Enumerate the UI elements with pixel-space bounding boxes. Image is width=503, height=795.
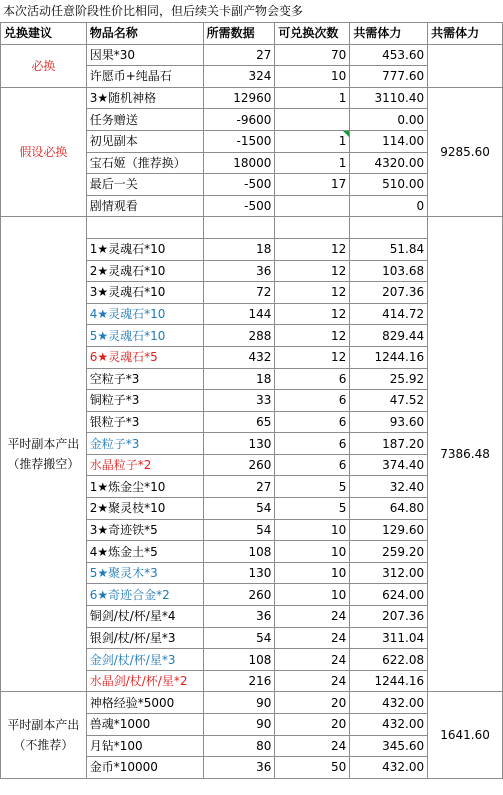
item-cell[interactable]: 4★灵魂石*10 — [86, 303, 203, 325]
group-total-assumed-must-exchange[interactable]: 9285.60 — [428, 87, 503, 217]
stamina-cell[interactable]: 207.36 — [350, 606, 428, 628]
item-cell[interactable]: 兽魂*1000 — [86, 714, 203, 736]
times-cell[interactable]: 1 — [275, 87, 350, 109]
cost-cell[interactable]: 288 — [203, 325, 275, 347]
item-cell[interactable]: 金粒子*3 — [86, 433, 203, 455]
cost-cell[interactable]: 27 — [203, 44, 275, 66]
stamina-cell[interactable]: 114.00 — [350, 130, 428, 152]
cost-cell[interactable]: 54 — [203, 498, 275, 520]
stamina-cell[interactable]: 64.80 — [350, 498, 428, 520]
stamina-cell[interactable]: 25.92 — [350, 368, 428, 390]
times-cell[interactable]: 12 — [275, 260, 350, 282]
cost-cell[interactable]: -1500 — [203, 130, 275, 152]
item-cell[interactable]: 2★聚灵枝*10 — [86, 498, 203, 520]
cost-cell[interactable]: 18000 — [203, 152, 275, 174]
item-cell[interactable]: 3★奇迹铁*5 — [86, 519, 203, 541]
stamina-cell[interactable]: 345.60 — [350, 735, 428, 757]
item-cell[interactable]: 神格经验*5000 — [86, 692, 203, 714]
stamina-cell[interactable]: 777.60 — [350, 66, 428, 88]
times-cell[interactable]: 24 — [275, 670, 350, 692]
stamina-cell[interactable]: 1244.16 — [350, 670, 428, 692]
times-cell[interactable]: 1 — [275, 152, 350, 174]
cost-cell[interactable] — [203, 217, 275, 239]
stamina-cell[interactable]: 510.00 — [350, 174, 428, 196]
stamina-cell[interactable]: 829.44 — [350, 325, 428, 347]
times-cell[interactable]: 24 — [275, 606, 350, 628]
stamina-cell[interactable]: 93.60 — [350, 411, 428, 433]
times-cell[interactable]: 20 — [275, 692, 350, 714]
stamina-cell[interactable]: 207.36 — [350, 282, 428, 304]
cost-cell[interactable]: 65 — [203, 411, 275, 433]
item-cell[interactable]: 2★灵魂石*10 — [86, 260, 203, 282]
times-cell[interactable]: 12 — [275, 325, 350, 347]
stamina-cell[interactable]: 4320.00 — [350, 152, 428, 174]
times-cell[interactable]: 5 — [275, 498, 350, 520]
item-cell[interactable]: 许愿币+纯晶石 — [86, 66, 203, 88]
group-total-regular-not-recommended[interactable]: 1641.60 — [428, 692, 503, 778]
stamina-cell[interactable]: 1244.16 — [350, 346, 428, 368]
item-cell[interactable]: 6★奇迹合金*2 — [86, 584, 203, 606]
header-total[interactable]: 共需体力 — [428, 23, 503, 45]
stamina-cell[interactable]: 312.00 — [350, 562, 428, 584]
stamina-cell[interactable]: 129.60 — [350, 519, 428, 541]
cost-cell[interactable]: 54 — [203, 519, 275, 541]
header-row — [1, 23, 503, 45]
times-cell[interactable]: 6 — [275, 454, 350, 476]
stamina-cell[interactable]: 374.40 — [350, 454, 428, 476]
header-cost[interactable]: 所需数据 — [203, 23, 275, 45]
times-cell[interactable]: 12 — [275, 303, 350, 325]
times-cell[interactable]: 10 — [275, 584, 350, 606]
times-cell[interactable]: 10 — [275, 541, 350, 563]
times-cell[interactable]: 12 — [275, 238, 350, 260]
times-cell[interactable]: 12 — [275, 282, 350, 304]
stamina-cell[interactable]: 0 — [350, 195, 428, 217]
times-cell[interactable]: 6 — [275, 390, 350, 412]
stamina-cell[interactable]: 47.52 — [350, 390, 428, 412]
header-times[interactable]: 可兑换次数 — [275, 23, 350, 45]
header-advice[interactable]: 兑换建议 — [1, 23, 87, 45]
item-cell[interactable]: 任务赠送 — [86, 109, 203, 131]
cost-cell[interactable]: 12960 — [203, 87, 275, 109]
stamina-cell[interactable]: 432.00 — [350, 757, 428, 779]
times-cell[interactable]: 50 — [275, 757, 350, 779]
exchange-table — [0, 22, 503, 779]
table-row — [1, 692, 503, 714]
stamina-cell[interactable]: 624.00 — [350, 584, 428, 606]
cost-cell[interactable]: 260 — [203, 454, 275, 476]
group-total-regular-recommended[interactable]: 7386.48 — [428, 217, 503, 692]
item-cell[interactable]: 空粒子*3 — [86, 368, 203, 390]
cost-cell[interactable]: 432 — [203, 346, 275, 368]
times-cell[interactable] — [275, 195, 350, 217]
stamina-cell[interactable]: 103.68 — [350, 260, 428, 282]
item-cell[interactable]: 银粒子*3 — [86, 411, 203, 433]
item-cell[interactable]: 银剑/杖/杯/星*3 — [86, 627, 203, 649]
cost-cell[interactable]: 216 — [203, 670, 275, 692]
times-cell[interactable]: 6 — [275, 368, 350, 390]
cost-cell[interactable]: 324 — [203, 66, 275, 88]
cost-cell[interactable]: -9600 — [203, 109, 275, 131]
item-cell[interactable]: 1★灵魂石*10 — [86, 238, 203, 260]
group-label-regular-recommended[interactable]: 平时副本产出（推荐搬空） — [1, 217, 87, 692]
cost-cell[interactable]: 18 — [203, 238, 275, 260]
header-stamina[interactable]: 共需体力 — [350, 23, 428, 45]
group-total-must-exchange[interactable] — [428, 44, 503, 87]
stamina-cell[interactable]: 259.20 — [350, 541, 428, 563]
times-cell[interactable]: 10 — [275, 66, 350, 88]
item-cell[interactable]: 铜粒子*3 — [86, 390, 203, 412]
item-cell[interactable]: 1★炼金尘*10 — [86, 476, 203, 498]
stamina-cell[interactable]: 32.40 — [350, 476, 428, 498]
stamina-cell[interactable] — [350, 217, 428, 239]
times-cell[interactable]: 10 — [275, 519, 350, 541]
cell-comment-flag — [343, 131, 349, 137]
item-cell[interactable]: 5★灵魂石*10 — [86, 325, 203, 347]
times-cell[interactable]: 20 — [275, 714, 350, 736]
times-cell[interactable]: 24 — [275, 649, 350, 671]
item-cell[interactable] — [86, 217, 203, 239]
times-cell[interactable]: 12 — [275, 346, 350, 368]
stamina-cell[interactable]: 0.00 — [350, 109, 428, 131]
item-cell[interactable]: 3★随机神格 — [86, 87, 203, 109]
times-cell[interactable]: 6 — [275, 411, 350, 433]
item-cell[interactable]: 铜剑/杖/杯/星*4 — [86, 606, 203, 628]
table-row — [1, 217, 503, 239]
cost-cell[interactable]: 130 — [203, 562, 275, 584]
item-cell[interactable]: 水晶粒子*2 — [86, 454, 203, 476]
item-cell[interactable]: 月钻*100 — [86, 735, 203, 757]
stamina-cell[interactable]: 622.08 — [350, 649, 428, 671]
times-cell[interactable]: 10 — [275, 562, 350, 584]
times-cell[interactable]: 17 — [275, 174, 350, 196]
times-cell[interactable]: 24 — [275, 735, 350, 757]
stamina-cell[interactable]: 3110.40 — [350, 87, 428, 109]
item-cell[interactable]: 最后一关 — [86, 174, 203, 196]
cost-cell[interactable]: 108 — [203, 649, 275, 671]
times-value: 1 — [338, 134, 347, 149]
stamina-cell[interactable]: 311.04 — [350, 627, 428, 649]
cost-cell[interactable]: 80 — [203, 735, 275, 757]
cost-cell[interactable]: 33 — [203, 390, 275, 412]
header-item[interactable]: 物品名称 — [86, 23, 203, 45]
cost-cell[interactable]: 36 — [203, 260, 275, 282]
times-cell[interactable]: 24 — [275, 627, 350, 649]
stamina-cell[interactable]: 187.20 — [350, 433, 428, 455]
times-cell[interactable]: 5 — [275, 476, 350, 498]
item-cell[interactable]: 金剑/杖/杯/星*3 — [86, 649, 203, 671]
cost-cell[interactable]: 90 — [203, 714, 275, 736]
times-cell[interactable]: 6 — [275, 433, 350, 455]
item-cell[interactable]: 5★聚灵木*3 — [86, 562, 203, 584]
item-cell[interactable]: 宝石姬（推荐换） — [86, 152, 203, 174]
item-cell[interactable]: 金币*10000 — [86, 757, 203, 779]
cost-cell[interactable]: 54 — [203, 627, 275, 649]
item-cell[interactable]: 水晶剑/杖/杯/星*2 — [86, 670, 203, 692]
times-cell[interactable] — [275, 109, 350, 131]
times-cell[interactable] — [275, 130, 350, 152]
cost-cell[interactable]: 108 — [203, 541, 275, 563]
item-cell[interactable]: 3★灵魂石*10 — [86, 282, 203, 304]
cost-cell[interactable]: -500 — [203, 195, 275, 217]
stamina-cell[interactable]: 432.00 — [350, 692, 428, 714]
table-row — [1, 44, 503, 66]
item-cell[interactable]: 初见副本 — [86, 130, 203, 152]
cost-cell[interactable]: 130 — [203, 433, 275, 455]
item-cell[interactable]: 剧情观看 — [86, 195, 203, 217]
group-label-regular-not-recommended[interactable]: 平时副本产出（不推荐） — [1, 692, 87, 778]
group-label-assumed-must-exchange[interactable]: 假设必换 — [1, 87, 87, 217]
cost-cell[interactable]: -500 — [203, 174, 275, 196]
item-cell[interactable]: 因果*30 — [86, 44, 203, 66]
item-cell[interactable]: 4★炼金土*5 — [86, 541, 203, 563]
sheet-title: 本次活动任意阶段性价比相同，但后续关卡副产物会变多 — [3, 4, 304, 18]
stamina-cell[interactable]: 432.00 — [350, 714, 428, 736]
cost-cell[interactable]: 18 — [203, 368, 275, 390]
cost-cell[interactable]: 72 — [203, 282, 275, 304]
cost-cell[interactable]: 27 — [203, 476, 275, 498]
times-cell[interactable] — [275, 217, 350, 239]
cost-cell[interactable]: 144 — [203, 303, 275, 325]
times-cell[interactable]: 70 — [275, 44, 350, 66]
table-row — [1, 87, 503, 109]
cost-cell[interactable]: 36 — [203, 757, 275, 779]
group-label-must-exchange[interactable]: 必换 — [1, 44, 87, 87]
stamina-cell[interactable]: 51.84 — [350, 238, 428, 260]
stamina-cell[interactable]: 453.60 — [350, 44, 428, 66]
cost-cell[interactable]: 90 — [203, 692, 275, 714]
item-cell[interactable]: 6★灵魂石*5 — [86, 346, 203, 368]
cost-cell[interactable]: 36 — [203, 606, 275, 628]
stamina-cell[interactable]: 414.72 — [350, 303, 428, 325]
cost-cell[interactable]: 260 — [203, 584, 275, 606]
